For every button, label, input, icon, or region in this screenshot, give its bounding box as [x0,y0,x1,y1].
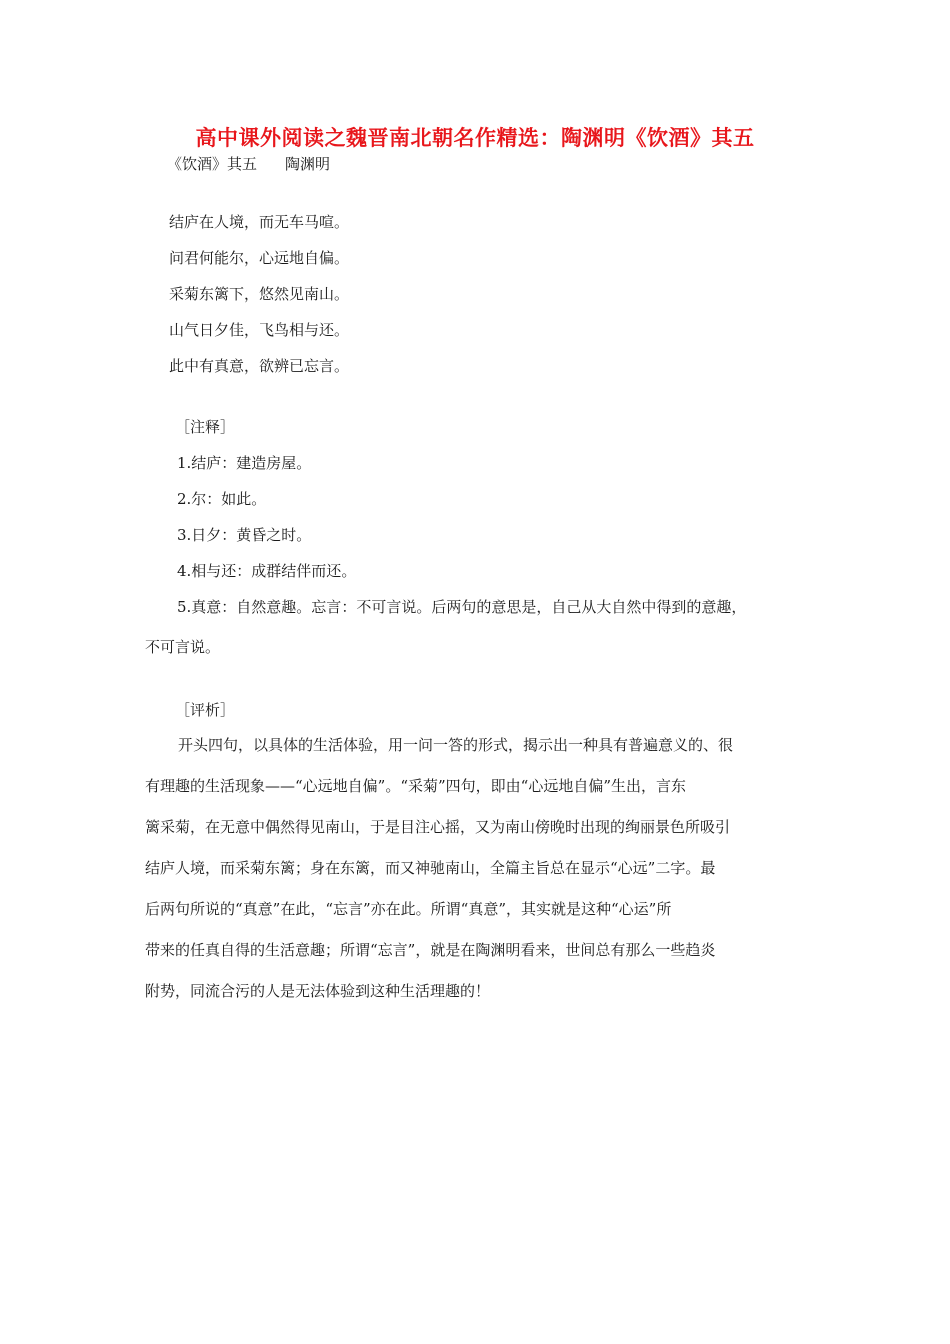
commentary-heading: ［评析］ [175,701,236,719]
poem-line: 山气日夕佳，飞鸟相与还。 [169,321,350,339]
note-item-5 [145,597,815,657]
note-item: 2.尔：如此。 [177,490,267,508]
poem-body [169,212,349,392]
commentary-line: 结庐人境，而采菊东篱；身在东篱，而又神驰南山，全篇主旨总在显示“心远”二字。最 [145,859,716,877]
commentary-body [145,735,815,1022]
poem-line: 问君何能尔，心远地自偏。 [169,249,350,267]
poem-line: 结庐在人境，而无车马喧。 [169,213,350,231]
commentary-line: 篱采菊，在无意中偶然得见南山，于是目注心摇，又为南山傍晚时出现的绚丽景色所吸引 [145,818,731,836]
poem-line: 此中有真意，欲辨已忘言。 [169,357,350,375]
poem-work-title: 《饮酒》其五 [167,155,258,173]
commentary-line: 开头四句，以具体的生活体验，用一问一答的形式，揭示出一种具有普遍意义的、很 [178,736,734,754]
notes-list [177,453,817,597]
note-5-continuation: 不可言说。 [145,638,221,656]
note-item: 3.日夕：黄昏之时。 [177,526,312,544]
commentary-line: 附势，同流合污的人是无法体验到这种生活理趣的！ [145,982,491,1000]
commentary-line: 带来的任真自得的生活意趣；所谓“忘言”，就是在陶渊明看来，世间总有那么一些趋炎 [145,941,716,959]
poem-line: 采菊东篱下，悠然见南山。 [169,285,350,303]
note-item: 1.结庐：建造房屋。 [177,454,312,472]
poem-author: 陶渊明 [285,155,331,173]
poem-subtitle [167,153,330,174]
commentary-line: 后两句所说的“真意”在此，“忘言”亦在此。所谓“真意”，其实就是这种“心运”所 [145,900,672,918]
page-title: 高中课外阅读之魏晋南北朝名作精选：陶渊明《饮酒》其五 [195,126,755,150]
notes-heading: ［注释］ [175,418,236,436]
commentary-line: 有理趣的生活现象——“心远地自偏”。“采菊”四句，即由“心远地自偏”生出，言东 [145,777,687,795]
note-5-first-line: 5.真意：自然意趣。忘言：不可言说。后两句的意思是，自己从大自然中得到的意趣， [177,598,747,616]
note-item: 4.相与还：成群结伴而还。 [177,562,357,580]
